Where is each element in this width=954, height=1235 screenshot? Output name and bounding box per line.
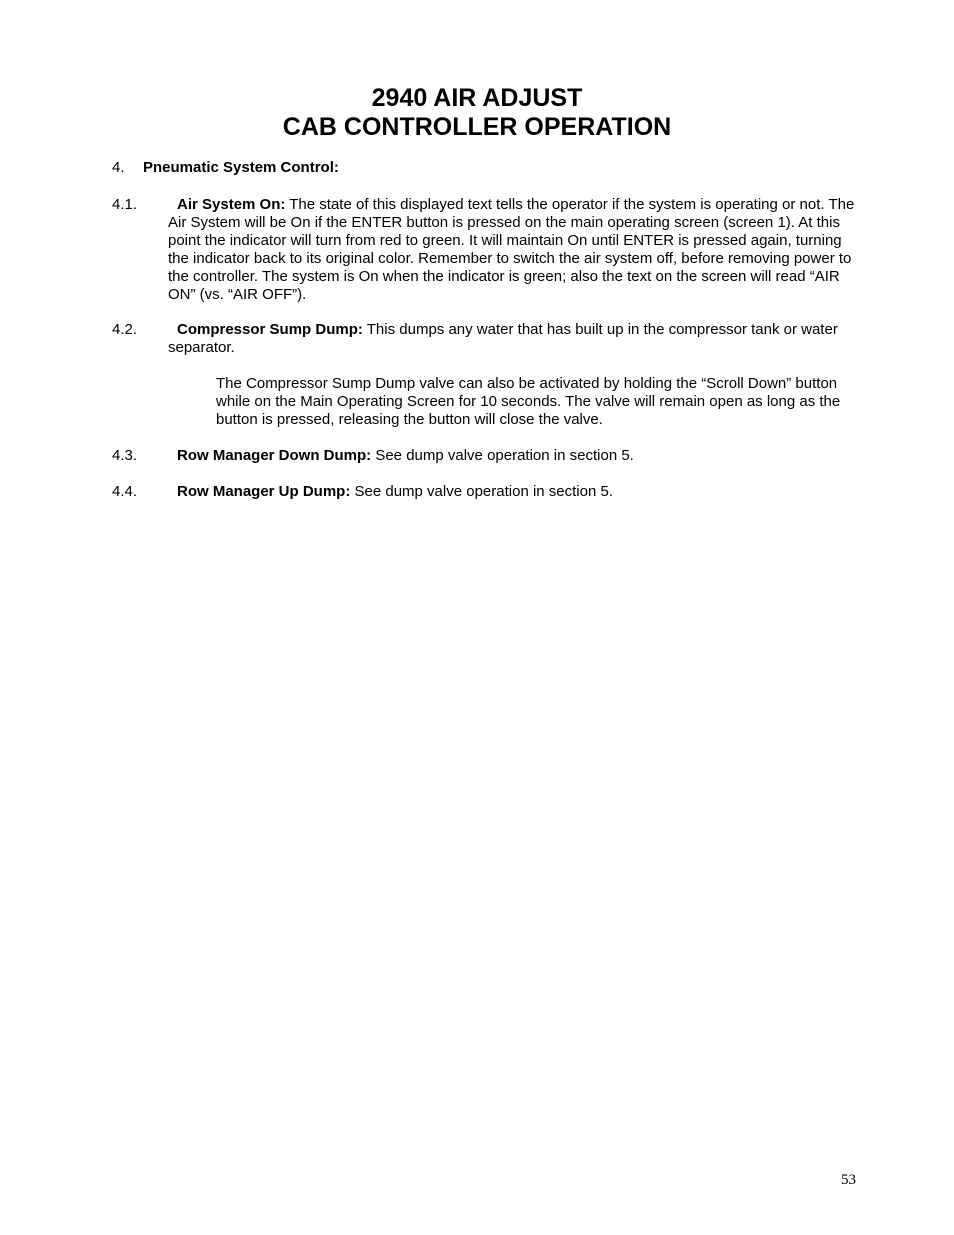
item-text-4-1: The state of this displayed text tells the operator if the system is operating or not. The Air System will be On if the ENTER button is pressed on the main operating screen (screen 1). At this point the indicator will turn from red to green. It will maintain On until ENTER is pressed again, turning the indicator back to its original color. Remember to switch the air system off, before removing power to the controller. The system is On when the indicator is green; also the text on the screen will read “AIR ON” (vs. “AIR OFF”).	[168, 196, 855, 303]
item-lead-4-4: Row Manager Up Dump:	[177, 483, 351, 500]
item-text-4-3: See dump valve operation in section 5.	[371, 447, 634, 464]
item-paragraph-4-1	[168, 196, 858, 304]
item-number-4-2: 4.2.	[112, 321, 138, 338]
page-number: 53	[841, 1172, 856, 1188]
item-lead-4-1: Air System On:	[177, 196, 286, 213]
item-lead-4-2: Compressor Sump Dump:	[177, 321, 363, 338]
item-number-4-1: 4.1.	[112, 196, 138, 213]
item-note-4-2: The Compressor Sump Dump valve can also be activated by holding the “Scroll Down” button while on the Main Operating Screen for 10 seconds. The valve will remain open as long as the button is pressed, releasing the button will close the valve.	[216, 375, 841, 428]
item-text-4-4: See dump valve operation in section 5.	[350, 483, 614, 500]
item-lead-4-3: Row Manager Down Dump:	[177, 447, 372, 464]
item-number-4-4: 4.4.	[112, 483, 138, 500]
section-title: Pneumatic System Control:	[143, 159, 339, 176]
item-paragraph-4-4	[168, 483, 858, 501]
item-text-4-2: This dumps any water that has built up in the compressor tank or water separator.	[168, 321, 838, 356]
page-title-line-1: 2940 AIR ADJUST	[371, 84, 583, 112]
section-number: 4.	[112, 159, 125, 176]
item-number-4-3: 4.3.	[112, 447, 138, 464]
page-title-line-2: CAB CONTROLLER OPERATION	[282, 113, 672, 141]
item-paragraph-4-3	[168, 447, 858, 465]
item-paragraph-4-2	[168, 321, 858, 357]
